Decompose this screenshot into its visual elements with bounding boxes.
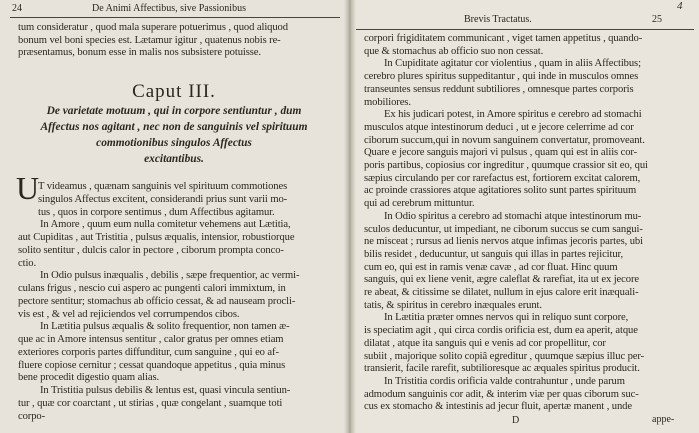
text-line: De varietate motuum , qui in corpore sentiuntur , dum [46,105,302,117]
text-line: commotionibus singulos Affectus [96,137,252,149]
text-line: In Lætitia pulsus æqualis & solito frequentior, non tamen æ- [40,321,290,333]
right-page [350,0,699,433]
text-line: ne misceat ; rursus ad lienis nervos atque infimas jecoris partes, ubi [364,236,643,248]
text-line: In Odio pulsus inæqualis , debilis , sæpe frequentior, ac vermi- [40,270,300,282]
text-line: ctio. [18,257,37,269]
text-line: culans frigus , nescio cui aspero ac pungenti calori immixtum, in [18,283,286,294]
text-line: ciborum succum,qui in novum sanguinem convertatur, promoveant. [364,134,645,146]
catchword: appe- [652,414,675,425]
text-line: transierit, facile rarefit, subtilioresque ac æquales spiritus producit. [364,363,640,375]
header-rule-right [356,29,694,30]
text-line: transeuntes sensus reddunt subtiliores , omnesque partes corporis [364,83,634,95]
text-line: que ac in Amore intensus sentitur , calor gratus per omnes etiam [18,334,284,345]
text-line: Affectus nos agitant , nec non de sanguinis vel spirituum [40,121,308,133]
text-line: ac proinde crassiores atque agitatiores solito sunt partes spirituum [364,185,637,197]
text-line: sculos deducuntur, ut impediant, ne ciborum succus se cum sangui- [364,223,643,235]
text-line: excitantibus. [144,153,204,165]
text-line: tatis, & spiritus in cerebro inæquales erunt. [364,299,542,311]
text-line: Quare e jecore sanguis majori vi pulsus , quam qui est in aliis cor- [364,147,638,159]
text-line: tum consideratur , quod mala superare potuerimus , quod aliquod [18,22,288,33]
drop-cap: U [16,170,40,206]
text-line: fluere copiose cernitur ; cessat quandoque appetitus , quia minus [18,359,286,371]
text-line: T videamus , quænam sanguinis vel spirituum commotiones [38,181,288,192]
text-line: bene procedit digestio quam alias. [18,372,160,384]
text-line: que & stomachus ab officio suo non cessat. [364,45,544,57]
text-line: In Amore , quum eum nulla comitetur vehemens aut Lætitia, [40,219,291,231]
text-line: Ex his judicari potest, in Amore spiritus e cerebro ad stomachi [384,109,642,121]
left-page [0,0,348,433]
signature-mark: D [512,415,520,426]
handwritten-note: 4 [677,0,683,12]
text-line: vis est , & vel ad rejiciendos vel corrumpendos cibos. [18,308,240,320]
text-line: admodum sanguinis cor adit, & interim viæ per quas ciborum suc- [364,388,639,400]
text-line: musculos atque intestinorum deduci , ut e jecore celerrime ad cor [364,121,634,133]
text-line: præsentamus, bonum esse in malis nos subsistere potuisse. [18,47,261,58]
header-rule-left [10,17,340,18]
text-line: sanguis, qui ex liene venit, ægre caleflat & rarefiat, ita ut ex jecore [364,274,639,286]
text-line: bilis residet , deducuntur, ut sanguis qui illas in partes rejicitur, [364,248,624,260]
text-line: In Tristitia cordis orificia valde contrahuntur , unde parum [384,375,625,387]
text-line: In Odio spiritus a cerebro ad stomachi atque intestinorum mu- [384,210,642,222]
text-line: singulos Affectus excitent, considerandi prius sunt varii mo- [38,193,288,205]
text-line: tus , quos in corpore sentimus , dum Affectibus agitamur. [38,206,275,218]
text-line: dilatat , atque ita sanguis qui e venis ad cor propellitur, cor [364,337,606,349]
page-number-right: 25 [652,14,662,25]
text-line: exteriores corporis partes diffunditur, cum sanguine , qui eo af- [18,346,279,358]
running-head-left: De Animi Affectibus, sive Passionibus [92,3,246,14]
chapter-title: Caput III. [132,81,216,102]
text-line: bonum vel boni species est. Lætamur igitur , quatenus nobis re- [18,34,281,46]
text-line: In Cupiditate agitatur cor violentius , quam in aliis Affectibus; [384,58,641,70]
text-line: pectore sentitur; stomachus ab officio cessat, & ad nauseam procli- [18,295,296,307]
text-line: tur , quæ cor coarctant , ut stirias , quæ congelant , suamque toti [18,397,283,409]
running-head-right: Brevis Tractatus. [464,14,532,25]
page-number-left: 24 [12,3,22,14]
text-line: qui ad cerebrum mittuntur. [364,198,475,210]
text-line: In Tristitia pulsus debilis & lentus est, quasi vincula sentiun- [40,385,291,396]
text-line: corpori frigiditatem communicant , viget tamen appetitus , quando- [364,33,643,44]
text-line: aut Cupiditas , aut Tristitia , pulsus æqualis, intensior, robustiorque [18,232,295,243]
text-line: cum eo, qui est in ramis venæ cavæ , ad cor fluat. Hinc quum [364,261,618,273]
text-line: In Lætitia præter omnes nervos qui in reliquo sunt corpore, [384,312,629,324]
text-line: cerebro plures spiritus suppeditantur , qui inde in musculos omnes [364,71,639,83]
text-line: poris partibus, copiosius cor ingreditur , quumque crassior sit eo, qui [364,160,648,171]
book-gutter [344,0,356,433]
text-line: mobiliores. [364,96,411,108]
text-line: cus ex stomacho & intestinis ad jecur fluit, apertæ manent , unde [364,401,632,413]
text-line: solito sentitur , dulcis calor in pectore , ciborum prompta conco- [18,244,284,256]
text-line: subiit , majorique solito copiâ egreditur , quumque sæpius illuc per- [364,350,645,362]
text-line: corpo- [18,410,46,422]
text-line: re abeat, & citissime se dilatet, nullum in ejus calore erit inæquali- [364,287,639,298]
text-line: is speciatim agit , qui circa cordis orificia est, dum ea aperit, atque [364,325,638,337]
text-line: sæpius circulando per cor rarefactus est, fortiorem excitat calorem, [364,172,641,184]
